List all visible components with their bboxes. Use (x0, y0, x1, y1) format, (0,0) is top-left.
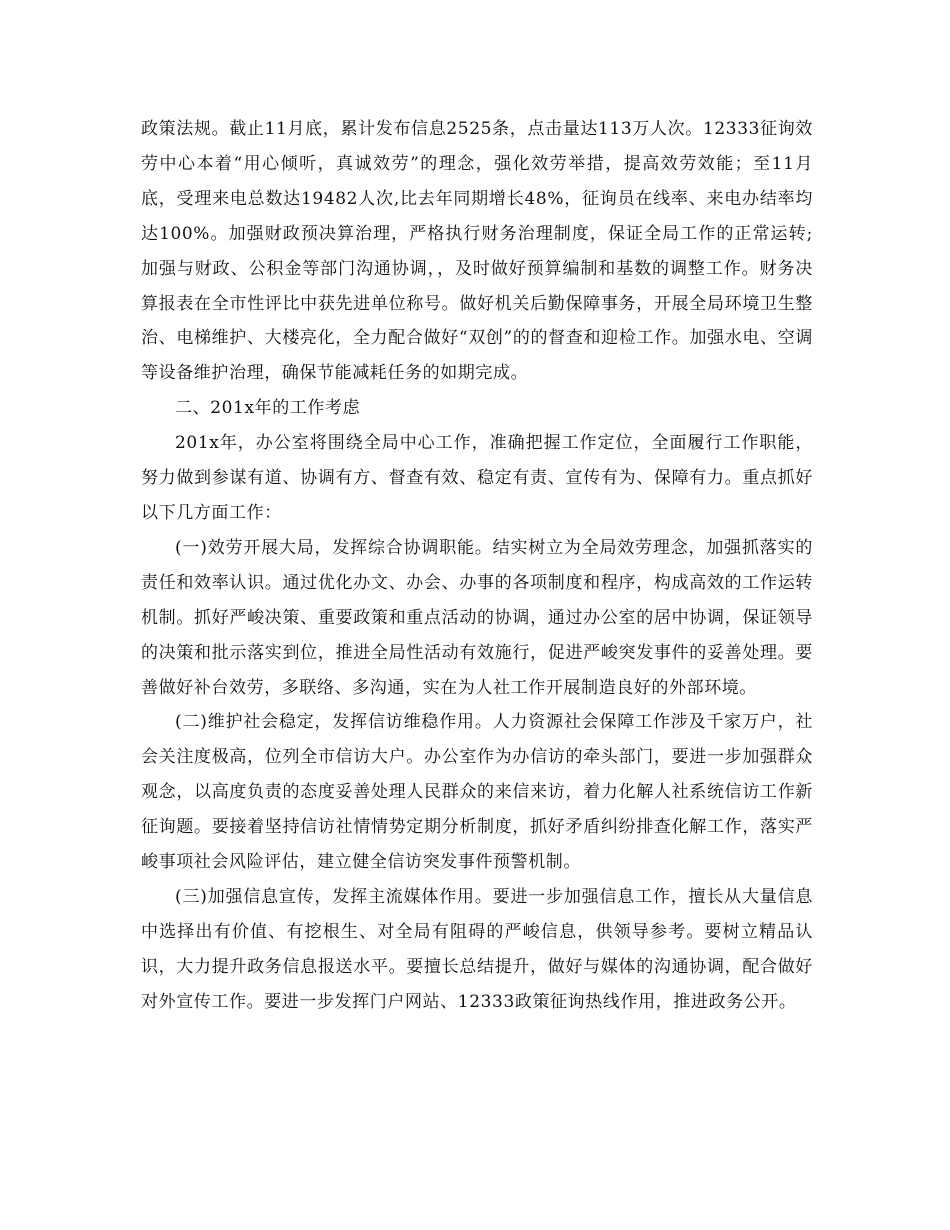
body-paragraph: 政策法规。截止11月底，累计发布信息2525条，点击量达113万人次。12333征询效劳中心本着“用心倾听，真诚效劳”的理念，强化效劳举措，提高效劳效能；至11月底，受理来电总数达19482人次,比去年同期增长48%，征询员在线率、来电办结率均达100%。加强财政预决算治理，严格执行财务治理制度，保证全局工作的正常运转;加强与财政、公积金等部门沟通协调，，及时做好预算编制和基数的调整工作。财务决算报表在全市性评比中获先进单位称号。做好机关后勤保障事务，开展全局环境卫生整治、电梯维护、大楼亮化，全力配合做好“双创”的的督查和迎检工作。加强水电、空调等设备维护治理，确保节能减耗任务的如期完成。 (141, 119, 813, 384)
section-heading: 二、201x年的工作考虑 (175, 398, 361, 419)
document-page (141, 112, 813, 1020)
body-paragraph: 201x年，办公室将围绕全局中心工作，准确把握工作定位，全面履行工作职能，努力做到参谋有道、协调有方、督查有效、稳定有责、宣传有为、保障有力。重点抓好以下几方面工作： (141, 433, 813, 523)
body-paragraph: (三)加强信息宣传，发挥主流媒体作用。要进一步加强信息工作，擅长从大量信息中选择出有价值、有挖根生、对全局有阻碍的严峻信息，供领导参考。要树立精品认识，大力提升政务信息报送水平。要擅长总结提升，做好与媒体的沟通协调，配合做好对外宣传工作。要进一步发挥门户网站、12333政策征询热线作用，推进政务公开。 (141, 886, 813, 1012)
body-paragraph: (一)效劳开展大局，发挥综合协调职能。结实树立为全局效劳理念，加强抓落实的责任和效率认识。通过优化办文、办会、办事的各项制度和程序，构成高效的工作运转机制。抓好严峻决策、重要政策和重点活动的协调，通过办公室的居中协调，保证领导的决策和批示落实到位，推进全局性活动有效施行，促进严峻突发事件的妥善处理。要善做好补台效劳，多联络、多沟通，实在为人社工作开展制造良好的外部环境。 (141, 537, 813, 698)
body-paragraph: (二)维护社会稳定，发挥信访维稳作用。人力资源社会保障工作涉及千家万户，社会关注度极高，位列全市信访大户。办公室作为办信访的牵头部门，要进一步加强群众观念，以高度负责的态度妥善处理人民群众的来信来访，着力化解人社系统信访工作新征询题。要接着坚持信访社情情势定期分析制度，抓好矛盾纠纷排查化解工作，落实严峻事项社会风险评估，建立健全信访突发事件预警机制。 (141, 712, 813, 873)
